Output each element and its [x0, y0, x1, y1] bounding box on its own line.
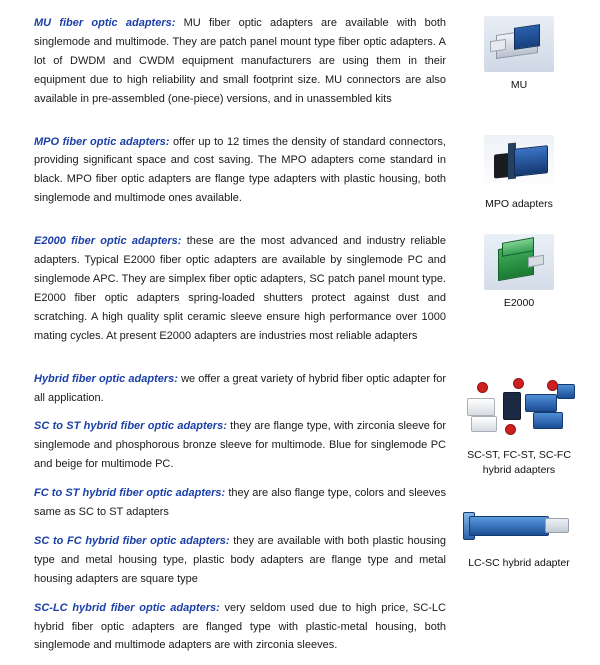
paragraph-sc-lc — [34, 599, 446, 656]
section-mu-lead: MU fiber optic adapters: — [34, 17, 176, 29]
section-mpo-text — [34, 133, 454, 219]
caption-mu: MU — [510, 79, 528, 91]
mu-tip-shape — [490, 39, 506, 52]
caption-hybrid-group — [454, 448, 584, 478]
caption-mpo: MPO adapters — [485, 197, 553, 210]
section-e2000-text — [34, 232, 454, 355]
section-mpo-figure — [454, 133, 584, 212]
hybrid-red-cap-1 — [477, 382, 488, 393]
e2000-adapter-image — [484, 234, 554, 290]
mu-connector-shape — [514, 24, 540, 50]
section-e2000-body: these are the most advanced and industry reliable adapters. Typical E2000 fiber optic adapters are available by singlemode PC and singlemode APC. They are simplex fiber optic adapters, SC patch panel mount type. E2000 fiber optic adapters spring-loaded shutters protect against dust and scratching. A high quality split ceramic sleeve ensure high performance over 1000 mating cycles. At present E2000 adapters are industries most reliable adapters — [34, 235, 446, 342]
sc-lc-body: very seldom used due to high price, SC-LC hybrid fiber optic adapters are flanged type with plastic-metal housing, both singlemode and multimode adapters are with zirconia sleeves. — [34, 601, 446, 652]
paragraph-mpo — [34, 133, 446, 209]
section-mu-body: MU fiber optic adapters are available with both singlemode and multimode. They are patch panel mount type fiber optic adapters. A lot of DWDM and CWDM equipment manufacturers are using them in their equipment due to high reliability and small footprint size. MU connectors are also available in pre-assembled (one-piece) versions, and in unassembled kits — [34, 17, 446, 105]
sc-lc-lead: SC-LC hybrid fiber optic adapters: — [34, 601, 220, 614]
caption-lc-sc: LC-SC hybrid adapter — [468, 557, 570, 570]
hybrid-red-cap-2 — [513, 378, 524, 389]
section-mpo-body: offer up to 12 times the density of standard connectors, providing significant space and cost saving. The MPO adapters come standard in black. MPO fiber optic adapters are flange type adapters with plastic housing, both singlemode and multimode ones available. — [34, 135, 446, 205]
mpo-blue-body-shape — [514, 145, 548, 177]
section-e2000 — [34, 232, 586, 355]
paragraph-sc-to-fc — [34, 532, 446, 589]
paragraph-fc-to-st — [34, 484, 446, 522]
section-e2000-lead: E2000 fiber optic adapters: — [34, 235, 182, 248]
section-hybrid-intro-body: we offer a great variety of hybrid fiber optic adapter for all application. — [34, 372, 446, 404]
hybrid-blue-adapter-3 — [557, 384, 575, 399]
section-mu-figure — [454, 14, 584, 93]
caption-hybrid-group-line2: hybrid adapters — [482, 463, 556, 476]
paragraph-sc-to-st — [34, 417, 446, 474]
section-hybrid-text — [34, 370, 454, 665]
section-hybrid — [34, 370, 586, 665]
section-mu-text — [34, 14, 454, 119]
hybrid-adapters-group-image — [461, 372, 577, 442]
paragraph-mu — [34, 14, 446, 109]
section-hybrid-figures — [454, 370, 584, 572]
hybrid-red-cap-4 — [505, 424, 516, 435]
sc-to-fc-lead: SC to FC hybrid fiber optic adapters: — [34, 534, 230, 547]
sc-to-st-body: they are flange type, with zirconia sleeve for singlemode and phosphorous bronze sleeve for multimode. Blue for singlemode PC and beige for multimode PC. — [34, 420, 446, 471]
fc-to-st-lead: FC to ST hybrid fiber optic adapters: — [34, 487, 226, 500]
lcsc-tip-shape — [545, 518, 569, 533]
hybrid-white-adapter-2 — [471, 416, 497, 432]
mu-adapter-image — [484, 16, 554, 72]
fc-to-st-body: they are also flange type, colors and sleeves same as SC to ST adapters — [34, 487, 446, 519]
sc-to-fc-body: they are available with both plastic housing type and metal housing type, plastic body adapters are flange type and metal housing adapters are square type — [34, 534, 447, 585]
lcsc-body-shape — [469, 516, 549, 536]
mpo-adapter-image — [484, 135, 554, 191]
caption-hybrid-group-line1: SC-ST, FC-ST, SC-FC — [467, 448, 571, 461]
lc-sc-hybrid-adapter-image — [461, 490, 577, 550]
paragraph-hybrid-intro — [34, 370, 446, 408]
section-mu — [34, 14, 586, 119]
section-mpo — [34, 133, 586, 219]
e2000-tip-shape — [528, 255, 544, 268]
section-hybrid-lead: Hybrid fiber optic adapters: — [34, 372, 178, 385]
caption-e2000: E2000 — [503, 297, 535, 310]
sc-to-st-lead: SC to ST hybrid fiber optic adapters: — [34, 420, 227, 433]
section-mpo-lead: MPO fiber optic adapters: — [34, 135, 170, 148]
paragraph-e2000 — [34, 232, 446, 345]
section-e2000-figure — [454, 232, 584, 311]
hybrid-dark-adapter — [503, 392, 521, 420]
hybrid-blue-adapter-1 — [525, 394, 557, 412]
hybrid-white-adapter-1 — [467, 398, 495, 416]
hybrid-blue-adapter-2 — [533, 412, 563, 429]
